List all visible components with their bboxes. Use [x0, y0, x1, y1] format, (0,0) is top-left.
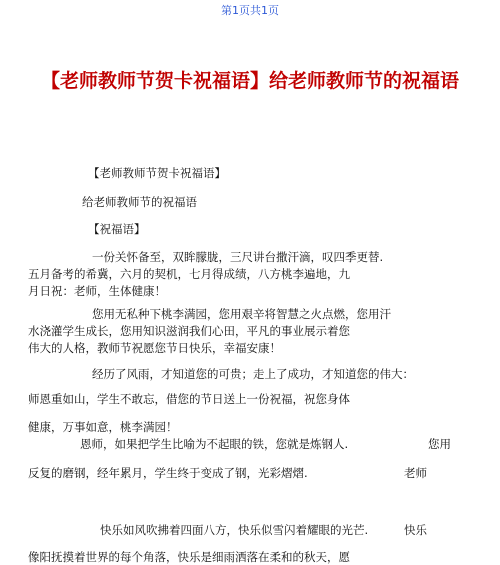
section-label: 【祝福语】 [88, 222, 146, 236]
paragraph-line: 月日祝：老师，生体健康！ [28, 284, 166, 298]
paragraph-line: 师恩重如山，学生不敢忘，借您的节日送上一份祝福，祝您身体 [28, 392, 350, 406]
paragraph-line: 恩师，如果把学生比喻为不起眼的铁，您就是炼钢人. [80, 437, 349, 451]
heading-line: 【老师教师节贺卡祝福语】 [88, 166, 226, 180]
paragraph-line: 一份关怀备至，双眸朦胧，三尺讲台撒汗滴，叹四季更替. [92, 250, 384, 264]
paragraph-line: 像阳抚摸着世界的每个角落，快乐是细雨洒落在柔和的秋天，愿 [28, 550, 350, 564]
paragraph-line-tail: 您用 [428, 437, 451, 451]
subheading-line: 给老师教师节的祝福语 [82, 195, 197, 209]
paragraph-line-tail: 快乐 [404, 523, 427, 537]
paragraph-line: 五月备考的希冀，六月的契机，七月得成绩，八方桃李遍地，九 [28, 267, 350, 281]
paragraph-line: 水浇灌学生成长，您用知识滋润我们心田，平凡的事业展示着您 [28, 324, 350, 338]
paragraph-line: 经历了风雨，才知道您的可贵；走上了成功，才知道您的伟大： [92, 367, 414, 381]
page-indicator: 第1页共1页 [221, 4, 279, 17]
paragraph-line-tail: 老师 [404, 466, 427, 480]
paragraph-line: 您用无私种下桃李满园，您用艰辛将智慧之火点燃，您用汗 [92, 307, 391, 321]
paragraph-line: 快乐如风吹拂着四面八方，快乐似雪闪着耀眼的光芒. [100, 523, 369, 537]
document-title: 【老师教师节贺卡祝福语】给老师教师节的祝福语 [40, 70, 459, 92]
paragraph-line: 健康，万事如意，桃李满园！ [28, 420, 178, 434]
paragraph-line: 伟大的人格，教师节祝愿您节日快乐，幸福安康！ [28, 341, 281, 355]
paragraph-line: 反复的磨钢，经年累月，学生终于变成了钢，光彩熠熠. [28, 466, 308, 480]
